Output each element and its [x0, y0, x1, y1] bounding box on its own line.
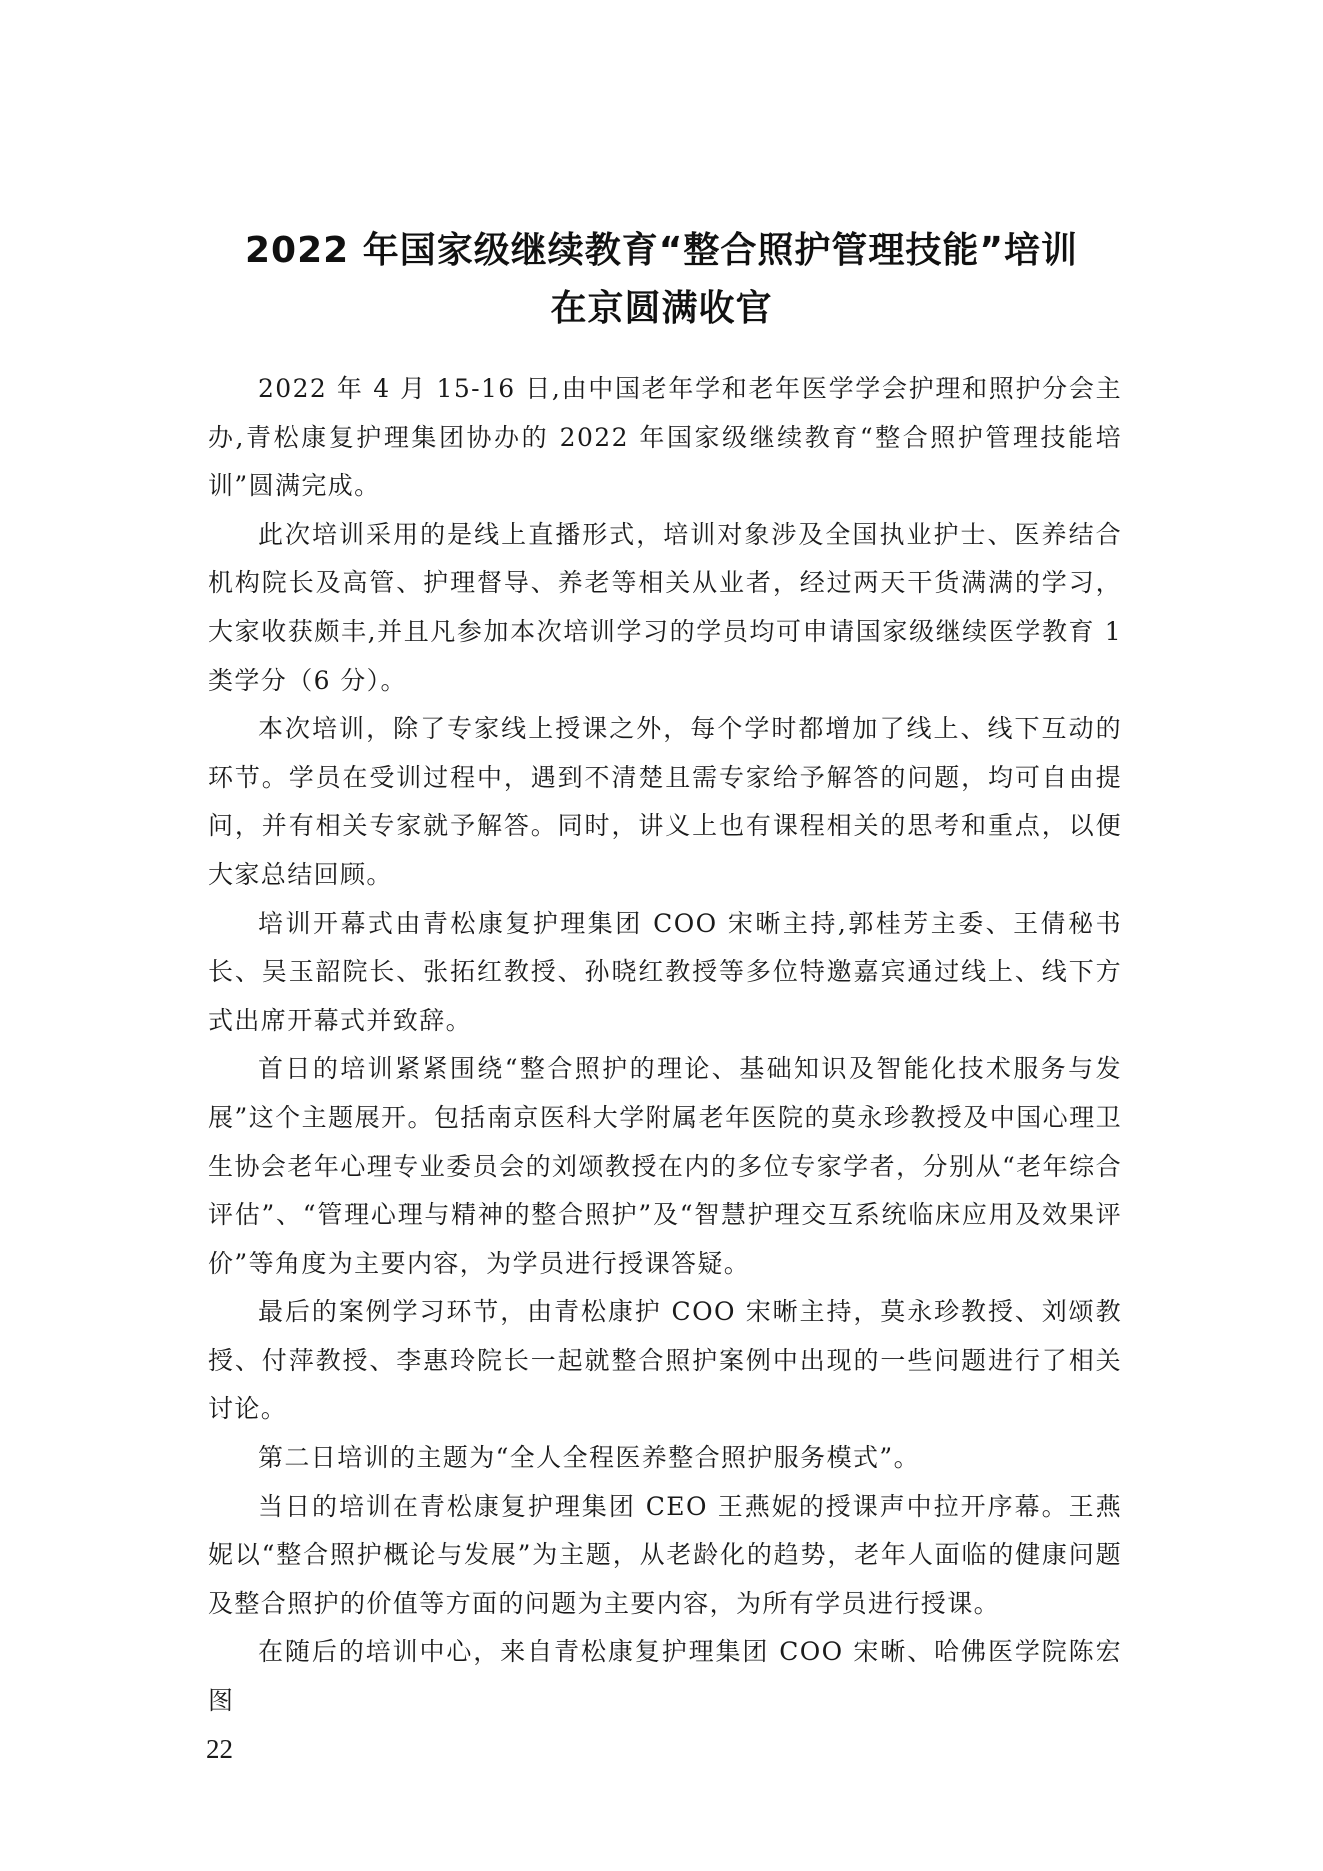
paragraph-4: 培训开幕式由青松康复护理集团 COO 宋晰主持,郭桂芳主委、王倩秘书长、吴玉韶院长、张拓红教授、孙晓红教授等多位特邀嘉宾通过线上、线下方式出席开幕式并致辞。 — [208, 908, 1122, 1035]
page-number: 22 — [206, 1734, 233, 1764]
title-line-1: 2022 年国家级继续教育“整合照护管理技能”培训 — [244, 230, 1079, 271]
paragraph-1: 2022 年 4 月 15-16 日,由中国老年学和老年医学学会护理和照护分会主办,青松康复护理集团协办的 2022 年国家级继续教育“整合照护管理技能培训”圆满完成。 — [208, 374, 1122, 501]
title-line-2: 在京圆满收官 — [550, 288, 773, 329]
paragraph-9: 在随后的培训中心，来自青松康复护理集团 COO 宋晰、哈佛医学院陈宏图 — [208, 1637, 1122, 1716]
paragraph-7: 第二日培训的主题为“全人全程医养整合照护服务模式”。 — [258, 1443, 920, 1473]
paragraph-6: 最后的案例学习环节，由青松康护 COO 宋晰主持，莫永珍教授、刘颂教授、付萍教授、李惠玲院长一起就整合照护案例中出现的一些问题进行了相关讨论。 — [208, 1297, 1122, 1424]
paragraph-8: 当日的培训在青松康复护理集团 CEO 王燕妮的授课声中拉开序幕。王燕妮以“整合照护概论与发展”为主题，从老龄化的趋势，老年人面临的健康问题及整合照护的价值等方面的问题为主要内容，为所有学员进行授课。 — [208, 1491, 1122, 1618]
article-body — [208, 365, 1122, 1726]
paragraph-5: 首日的培训紧紧围绕“整合照护的理论、基础知识及智能化技术服务与发展”这个主题展开。包括南京医科大学附属老年医院的莫永珍教授及中国心理卫生协会老年心理专业委员会的刘颂教授在内的多位专家学者，分别从“老年综合评估”、“管理心理与精神的整合照护”及“智慧护理交互系统临床应用及效果评价”等角度为主要内容，为学员进行授课答疑。 — [208, 1054, 1122, 1278]
article-title — [0, 222, 1323, 338]
paragraph-3: 本次培训，除了专家线上授课之外，每个学时都增加了线上、线下互动的环节。学员在受训过程中，遇到不清楚且需专家给予解答的问题，均可自由提问，并有相关专家就予解答。同时，讲义上也有课程相关的思考和重点，以便大家总结回顾。 — [208, 714, 1122, 889]
paragraph-2: 此次培训采用的是线上直播形式，培训对象涉及全国执业护士、医养结合机构院长及高管、护理督导、养老等相关从业者，经过两天干货满满的学习，大家收获颇丰,并且凡参加本次培训学习的学员均可申请国家级继续医学教育 1 类学分（6 分）。 — [208, 519, 1122, 695]
